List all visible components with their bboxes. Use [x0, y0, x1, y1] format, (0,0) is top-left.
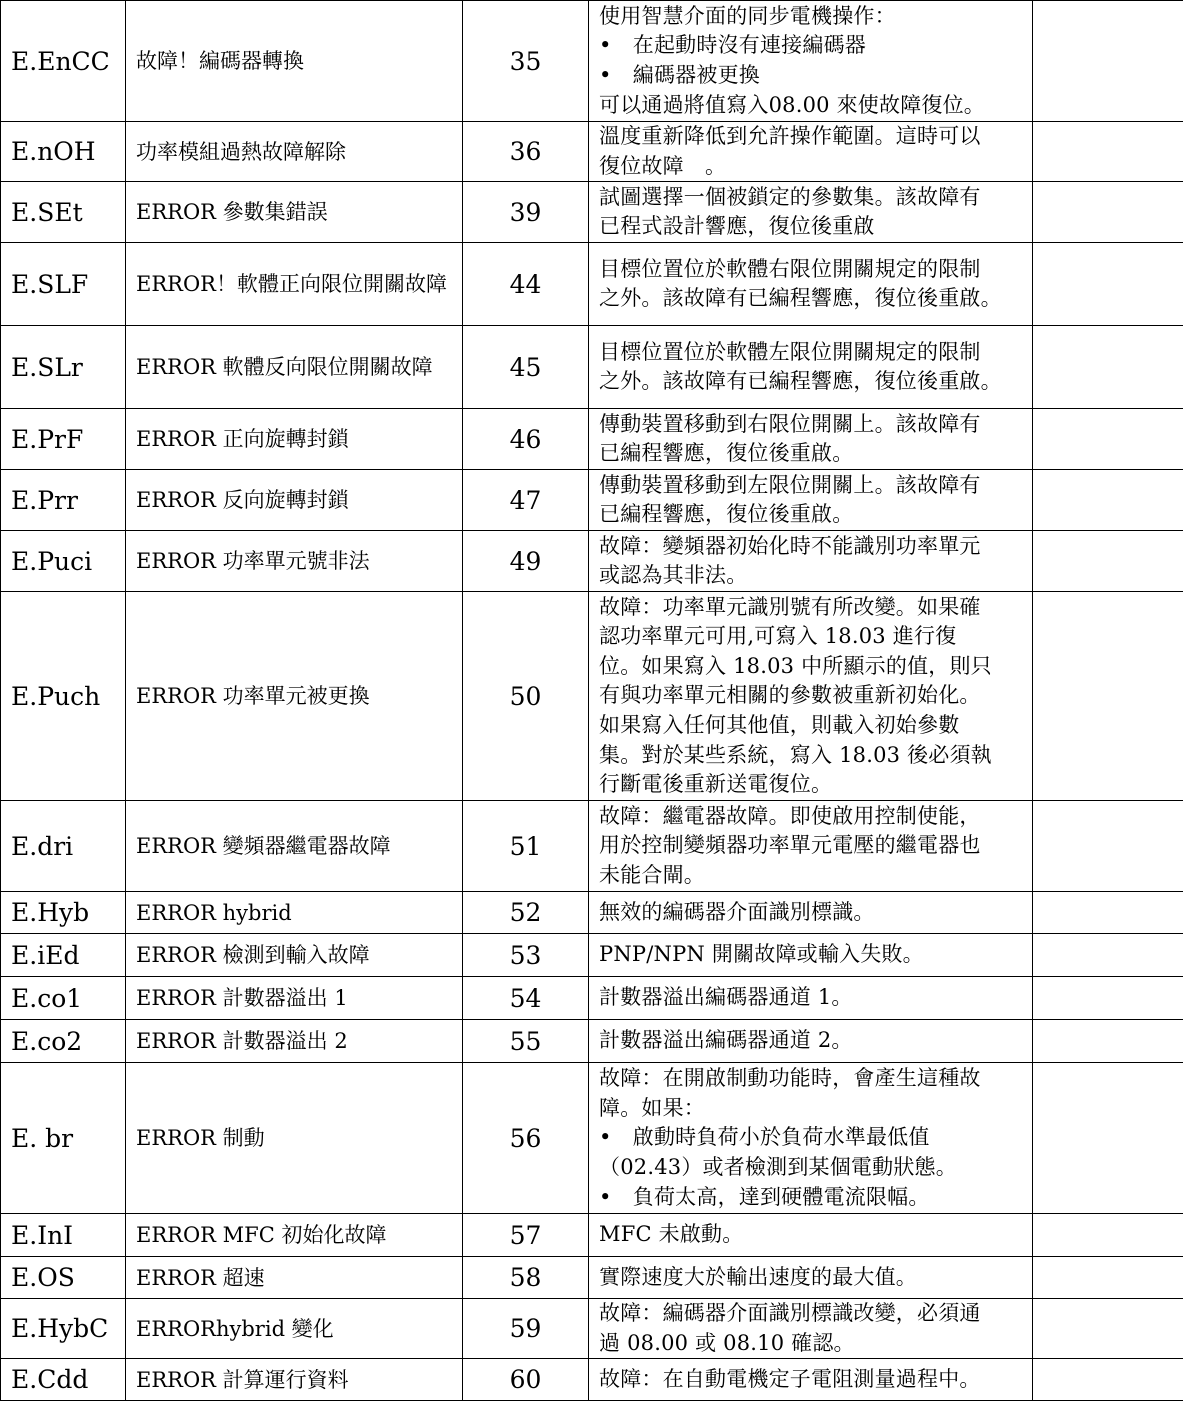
- fault-code: E.Hyb: [1, 892, 126, 934]
- description-line: 之外。該故障有已編程響應，復位後重啟。: [599, 286, 1002, 311]
- fault-number: 57: [463, 1214, 589, 1257]
- fault-remarks-cell: [1033, 1299, 1183, 1359]
- description-line: 故障：繼電器故障。即使啟用控制使能，: [599, 803, 981, 828]
- fault-remarks-cell: [1033, 326, 1183, 409]
- description-line: 障。如果：: [599, 1095, 705, 1120]
- fault-code: E.SEt: [1, 182, 126, 243]
- description-line: 計數器溢出編碼器通道 1。: [599, 985, 853, 1010]
- fault-row: [1, 892, 1183, 934]
- fault-number: 51: [463, 801, 589, 892]
- fault-message: ERROR 制動: [126, 1063, 463, 1214]
- description-line: PNP/NPN 開關故障或輸入失敗。: [599, 942, 924, 967]
- fault-remarks-cell: [1033, 1020, 1183, 1063]
- fault-description: [589, 1257, 1033, 1299]
- description-line: 實際速度大於輸出速度的最大值。: [599, 1264, 917, 1289]
- fault-code: E.dri: [1, 801, 126, 892]
- fault-description: [589, 977, 1033, 1020]
- fault-remarks-cell: [1033, 934, 1183, 977]
- fault-number: 60: [463, 1359, 589, 1401]
- description-line: 故障：在自動電機定子電阻測量過程中。: [599, 1367, 981, 1392]
- fault-remarks-cell: [1033, 470, 1183, 531]
- fault-remarks-cell: [1033, 531, 1183, 592]
- fault-code: E.co2: [1, 1020, 126, 1063]
- fault-remarks-cell: [1033, 182, 1183, 243]
- fault-description: [589, 592, 1033, 801]
- fault-remarks-cell: [1033, 892, 1183, 934]
- fault-number: 56: [463, 1063, 589, 1214]
- description-line: 已編程響應，復位後重啟。: [599, 502, 854, 527]
- description-line: 傳動裝置移動到右限位開關上。該故障有: [599, 411, 981, 436]
- fault-row: [1, 1063, 1183, 1214]
- fault-description: [589, 470, 1033, 531]
- fault-number: 58: [463, 1257, 589, 1299]
- description-line: 行斷電後重新送電復位。: [599, 772, 833, 797]
- fault-remarks-cell: [1033, 1063, 1183, 1214]
- description-line: 已程式設計響應，復位後重啟: [599, 214, 875, 239]
- fault-code: E.SLF: [1, 243, 126, 326]
- fault-code: E.co1: [1, 977, 126, 1020]
- fault-code: E.iEd: [1, 934, 126, 977]
- fault-number: 59: [463, 1299, 589, 1359]
- fault-description: [589, 1214, 1033, 1257]
- fault-message: ERRORhybrid 變化: [126, 1299, 463, 1359]
- description-line: • 在起動時沒有連接編碼器: [599, 33, 866, 58]
- fault-row: [1, 1020, 1183, 1063]
- fault-table-body: [1, 1, 1183, 1401]
- description-line: （02.43）或者檢測到某個電動狀態。: [599, 1154, 957, 1179]
- description-line: 無效的編碼器介面識別標識。: [599, 899, 875, 924]
- fault-message: ERROR 計數器溢出 1: [126, 977, 463, 1020]
- description-line: 之外。該故障有已編程響應，復位後重啟。: [599, 369, 1002, 394]
- fault-row: [1, 326, 1183, 409]
- fault-number: 52: [463, 892, 589, 934]
- fault-code: E.Puci: [1, 531, 126, 592]
- fault-number: 44: [463, 243, 589, 326]
- fault-row: [1, 934, 1183, 977]
- fault-description: [589, 1020, 1033, 1063]
- description-line: 集。對於某些系統，寫入 18.03 後必須執: [599, 742, 992, 767]
- fault-message: 故障！編碼器轉換: [126, 1, 463, 122]
- fault-code: E. br: [1, 1063, 126, 1214]
- fault-description: [589, 892, 1033, 934]
- fault-code: E.PrF: [1, 409, 126, 470]
- fault-remarks-cell: [1033, 409, 1183, 470]
- description-line: 計數器溢出編碼器通道 2。: [599, 1028, 853, 1053]
- fault-remarks-cell: [1033, 1214, 1183, 1257]
- fault-number: 55: [463, 1020, 589, 1063]
- description-line: 目標位置位於軟體左限位開關規定的限制: [599, 339, 981, 364]
- fault-row: [1, 1299, 1183, 1359]
- fault-row: [1, 243, 1183, 326]
- fault-number: 46: [463, 409, 589, 470]
- description-line: 復位故障 。: [599, 153, 727, 178]
- fault-message: ERROR 計數器溢出 2: [126, 1020, 463, 1063]
- description-line: 故障：在開啟制動功能時，會產生這種故: [599, 1066, 981, 1091]
- fault-description: [589, 1063, 1033, 1214]
- fault-code: E.Cdd: [1, 1359, 126, 1401]
- description-line: 試圖選擇一個被鎖定的參數集。該故障有: [599, 184, 981, 209]
- fault-remarks-cell: [1033, 977, 1183, 1020]
- description-line: 認功率單元可用,可寫入 18.03 進行復: [599, 624, 957, 649]
- fault-description: [589, 243, 1033, 326]
- fault-code: E.nOH: [1, 122, 126, 182]
- description-line: 傳動裝置移動到左限位開關上。該故障有: [599, 472, 981, 497]
- fault-number: 47: [463, 470, 589, 531]
- description-line: • 啟動時負荷小於負荷水準最低值: [599, 1125, 930, 1150]
- description-line: 溫度重新降低到允許操作範圍。這時可以: [599, 124, 981, 148]
- fault-message: ERROR 反向旋轉封鎖: [126, 470, 463, 531]
- description-line: 未能合閘。: [599, 862, 705, 887]
- fault-number: 53: [463, 934, 589, 977]
- fault-number: 54: [463, 977, 589, 1020]
- fault-remarks-cell: [1033, 122, 1183, 182]
- fault-message: ERROR 超速: [126, 1257, 463, 1299]
- fault-number: 36: [463, 122, 589, 182]
- fault-remarks-cell: [1033, 1257, 1183, 1299]
- description-line: 故障：變頻器初始化時不能識別功率單元: [599, 533, 981, 558]
- fault-code: E.HybC: [1, 1299, 126, 1359]
- fault-description: [589, 531, 1033, 592]
- description-line: 過 08.00 或 08.10 確認。: [599, 1330, 855, 1355]
- fault-code: E.SLr: [1, 326, 126, 409]
- description-line: 使用智慧介面的同步電機操作：: [599, 3, 896, 28]
- fault-remarks-cell: [1033, 801, 1183, 892]
- fault-message: ERROR 檢測到輸入故障: [126, 934, 463, 977]
- description-line: • 編碼器被更換: [599, 63, 760, 87]
- fault-remarks-cell: [1033, 1, 1183, 122]
- fault-description: [589, 122, 1033, 182]
- fault-code: E.EnCC: [1, 1, 126, 122]
- fault-description: [589, 934, 1033, 977]
- description-line: 可以通過將值寫入08.00 來使故障復位。: [599, 92, 985, 117]
- fault-row: [1, 470, 1183, 531]
- description-line: 如果寫入任何其他值，則載入初始參數: [599, 712, 960, 737]
- fault-message: ERROR！軟體正向限位開關故障: [126, 243, 463, 326]
- description-line: 位。如果寫入 18.03 中所顯示的值，則只: [599, 653, 992, 678]
- fault-message: ERROR MFC 初始化故障: [126, 1214, 463, 1257]
- description-line: 目標位置位於軟體右限位開關規定的限制: [599, 256, 981, 281]
- description-line: 用於控制變頻器功率單元電壓的繼電器也: [599, 833, 981, 858]
- fault-row: [1, 409, 1183, 470]
- fault-remarks-cell: [1033, 1359, 1183, 1401]
- fault-remarks-cell: [1033, 243, 1183, 326]
- fault-row: [1, 801, 1183, 892]
- fault-remarks-cell: [1033, 592, 1183, 801]
- fault-row: [1, 1, 1183, 122]
- fault-row: [1, 592, 1183, 801]
- description-line: • 負荷太高，達到硬體電流限幅。: [599, 1184, 930, 1209]
- description-line: 已編程響應，復位後重啟。: [599, 441, 854, 466]
- fault-row: [1, 1257, 1183, 1299]
- fault-message: ERROR hybrid: [126, 892, 463, 934]
- fault-number: 50: [463, 592, 589, 801]
- description-line: 故障：功率單元識別號有所改變。如果確: [599, 594, 981, 619]
- fault-code: E.Prr: [1, 470, 126, 531]
- fault-message: ERROR 計算運行資料: [126, 1359, 463, 1401]
- fault-message: ERROR 軟體反向限位開關故障: [126, 326, 463, 409]
- fault-code: E.Puch: [1, 592, 126, 801]
- fault-description: [589, 801, 1033, 892]
- description-line: 故障：編碼器介面識別標識改變，必須通: [599, 1301, 981, 1326]
- fault-message: ERROR 功率單元被更換: [126, 592, 463, 801]
- fault-row: [1, 1359, 1183, 1401]
- description-line: 有與功率單元相關的參數被重新初始化。: [599, 683, 981, 708]
- fault-description: [589, 1299, 1033, 1359]
- fault-message: ERROR 正向旋轉封鎖: [126, 409, 463, 470]
- fault-row: [1, 531, 1183, 592]
- fault-description: [589, 182, 1033, 243]
- fault-message: ERROR 參數集錯誤: [126, 182, 463, 243]
- fault-number: 35: [463, 1, 589, 122]
- fault-message: ERROR 變頻器繼電器故障: [126, 801, 463, 892]
- fault-row: [1, 182, 1183, 243]
- fault-description: [589, 326, 1033, 409]
- fault-description: [589, 1, 1033, 122]
- fault-number: 45: [463, 326, 589, 409]
- fault-code: E.OS: [1, 1257, 126, 1299]
- fault-message: 功率模組過熱故障解除: [126, 122, 463, 182]
- fault-code: E.InI: [1, 1214, 126, 1257]
- fault-description: [589, 409, 1033, 470]
- fault-row: [1, 977, 1183, 1020]
- fault-message: ERROR 功率單元號非法: [126, 531, 463, 592]
- description-line: MFC 未啟動。: [599, 1222, 744, 1247]
- description-line: 或認為其非法。: [599, 563, 748, 588]
- fault-number: 49: [463, 531, 589, 592]
- fault-description: [589, 1359, 1033, 1401]
- fault-number: 39: [463, 182, 589, 243]
- fault-row: [1, 122, 1183, 182]
- fault-row: [1, 1214, 1183, 1257]
